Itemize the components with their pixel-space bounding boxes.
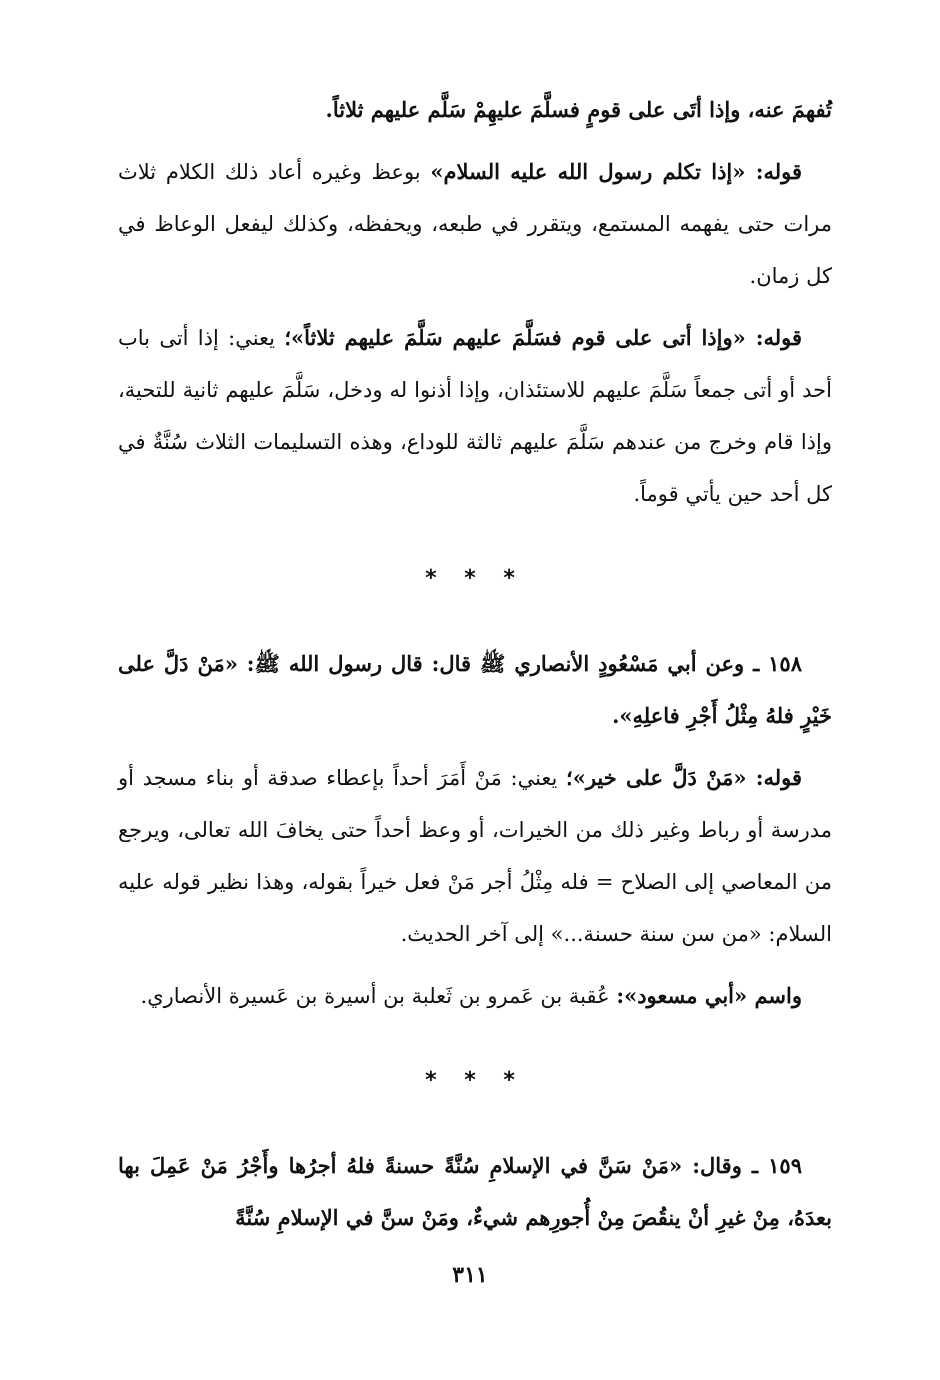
section-separator: * * * [425, 1068, 525, 1093]
continuation-hadith-text [118, 84, 832, 136]
commentary-paragraph [118, 312, 832, 520]
commentary-text: يعني: مَنْ أَمَرَ أحداً بإعطاء صدقة أو بناء مسجد أو مدرسة أو رباط وغير ذلك من الخيرات، أو وعظ أحداً حتى يخافَ الله تعالى، ويرجع من المعاصي إلى الصلاح = فله مِثْلُ أجر مَنْ فعل خيراً بقوله، وهذا نظير قوله عليه السلام: «من سن سنة حسنة...» إلى آخر الحديث. [118, 766, 832, 946]
commentary-paragraph [118, 146, 832, 302]
commentary-text: يعني: إذا أتى باب أحد أو أتى جمعاً سَلَّمَ عليهم للاستئذان، وإذا أذنوا له ودخل، سَلَّمَ عليهم ثانية للتحية، وإذا قام وخرج من عندهم سَلَّمَ عليهم ثالثة للوداع، وهذه التسليمات الثلاث سُنَّةٌ في كل أحد حين يأتي قوماً. [118, 326, 832, 506]
page-body [118, 84, 832, 1254]
hadith-text: ١٥٨ ـ وعن أبي مَسْعُودٍ الأنصاري ﷺ قال: قال رسول الله ﷺ: «مَنْ دَلَّ على خَيْرٍ فلهُ مِثْلُ أَجْرِ فاعلِهِ». [118, 651, 832, 728]
commentary-lead: قوله: «مَنْ دَلَّ على خير»؛ [566, 765, 802, 790]
commentary-lead: قوله: «وإذا أتى على قوم فسَلَّمَ عليهم سَلَّمَ عليهم ثلاثاً»؛ [284, 325, 802, 350]
section-separator: * * * [425, 566, 525, 591]
commentary-text: عُقبة بن عَمرو بن ثَعلبة بن أسيرة بن عَسيرة الأنصاري. [140, 984, 617, 1008]
commentary-paragraph [118, 752, 832, 960]
commentary-lead: قوله: «إذا تكلم رسول الله عليه السلام» [430, 159, 802, 184]
hadith-158 [118, 638, 832, 742]
commentary-text: بوعظ وغيره أعاد ذلك الكلام ثلاث مرات حتى يفهمه المستمع، ويتقرر في طبعه، ويحفظه، وكذلك ليفعل الوعاظ في كل زمان. [118, 160, 832, 288]
hadith-159 [118, 1140, 832, 1244]
commentary-lead: واسم «أبي مسعود»: [616, 983, 802, 1008]
commentary-paragraph [118, 970, 832, 1022]
hadith-text: ١٥٩ ـ وقال: «مَنْ سَنَّ في الإسلامِ سُنَّةً حسنةً فلهُ أجرُها وأَجْرُ مَنْ عَمِلَ بها بعدَهُ، مِنْ غيرِ أنْ ينقُصَ مِنْ أُجورِهم شيءٌ، ومَنْ سنَّ في الإسلامِ سُنَّةً [118, 1153, 832, 1230]
page-number: ٣١١ [452, 1262, 488, 1288]
paragraph-text: تُفهمَ عنه، وإذا أتَى على قومٍ فسلَّمَ عليهِمْ سَلَّم عليهم ثلاثاً. [325, 97, 832, 122]
